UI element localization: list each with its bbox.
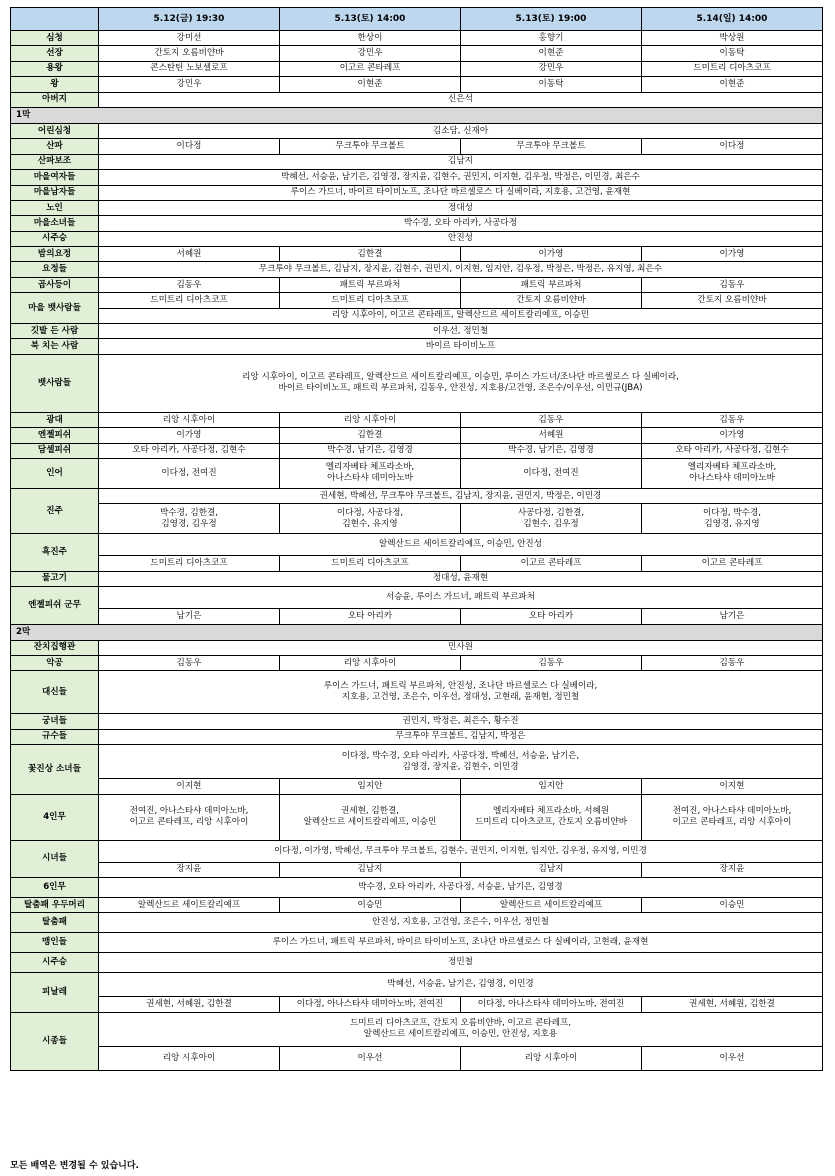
cast-cell: 이현준 (461, 46, 642, 61)
cast-cell (642, 458, 823, 488)
role-name: 어린심청 (11, 123, 99, 138)
role-row (11, 840, 823, 862)
cast-table-body (11, 8, 823, 1071)
role-row (11, 354, 823, 412)
cast-cell: 알렉산드르 세이트칼리예프 (461, 897, 642, 912)
role-row (11, 729, 823, 744)
cast-cell: 김동우 (642, 655, 823, 670)
cast-cell: 이우선 (280, 1046, 461, 1070)
role-name: 아버지 (11, 92, 99, 107)
cast-cell: 강미선 (99, 31, 280, 46)
cast-cell: 리앙 시후아이 (99, 412, 280, 427)
cast-cell: 이동탁 (461, 77, 642, 92)
cast-line: 전여진, 아나스타샤 데미아노바, (672, 806, 792, 816)
cast-cell: 오타 아리카 (461, 609, 642, 624)
role-row (11, 655, 823, 670)
role-row (11, 31, 823, 46)
role-row (11, 200, 823, 215)
role-name: 심청 (11, 31, 99, 46)
cast-cell: 임지안 (461, 779, 642, 794)
cast-cell: 김동우 (99, 655, 280, 670)
cast-line: 드미트리 디아츠코프, 간토지 오름비얀바 (474, 817, 628, 827)
role-name: 마을 뱃사람들 (11, 293, 99, 324)
cast-cell: 임지안 (280, 779, 461, 794)
role-row (11, 897, 823, 912)
cast-cell (99, 1012, 823, 1046)
role-name: 피날레 (11, 973, 99, 1012)
cast-cell: 박혜선, 서승윤, 남기은, 김영경, 이민경 (99, 973, 823, 997)
role-name: 밤의요정 (11, 247, 99, 262)
role-name: 산파 (11, 139, 99, 154)
cast-cell: 김남지 (461, 862, 642, 877)
cast-cell (99, 354, 823, 412)
cast-cell: 이동탁 (642, 46, 823, 61)
cast-line: 알렉산드르 세이트칼리예프, 이승민 (303, 817, 437, 827)
cast-cell: 장지윤 (99, 862, 280, 877)
cast-cell: 민사원 (99, 640, 823, 655)
cast-line: 엘리자베타 체프라소바, (687, 462, 777, 473)
cast-cell: 오타 아리카, 사공다정, 김현수 (642, 443, 823, 458)
cast-cell: 리앙 시후아이 (280, 655, 461, 670)
cast-cell: 한상이 (280, 31, 461, 46)
role-row (11, 262, 823, 277)
role-name: 탈춤패 우두머리 (11, 897, 99, 912)
role-row (11, 324, 823, 339)
cast-cell: 리앙 시후아이 (280, 412, 461, 427)
cast-cell: 김한결 (280, 247, 461, 262)
cast-cell: 이지현 (642, 779, 823, 794)
cast-cell (280, 794, 461, 840)
role-row (11, 933, 823, 953)
cast-line: 김영경, 장지윤, 김현수, 이민경 (402, 761, 519, 772)
role-name: 마을소녀들 (11, 216, 99, 231)
role-name: 요정들 (11, 262, 99, 277)
role-row (11, 412, 823, 427)
cast-line: 이다정, 사공다정, (336, 507, 404, 518)
role-name: 진주 (11, 488, 99, 533)
cast-line: 김현수, 김우정 (523, 518, 579, 529)
role-name: 맹인들 (11, 933, 99, 953)
cast-cell: 리앙 시후아이 (461, 1046, 642, 1070)
role-row (11, 609, 823, 624)
role-name: 곱사등이 (11, 277, 99, 292)
cast-cell (99, 745, 823, 779)
cast-cell: 이고르 콘타레프 (280, 61, 461, 76)
role-row (11, 170, 823, 185)
footer-note: 모든 배역은 변경될 수 있습니다. (10, 1161, 139, 1171)
cast-cell: 김남지 (280, 862, 461, 877)
role-name: 악공 (11, 655, 99, 670)
cast-line: 알렉산드르 세이트칼리예프, 이승민, 안진성, 지호용 (363, 1029, 558, 1040)
cast-cell: 김동우 (642, 277, 823, 292)
role-row (11, 714, 823, 729)
cast-line: 김영경, 유지영 (704, 518, 760, 529)
role-row (11, 61, 823, 76)
role-row (11, 428, 823, 443)
cast-cell: 서승윤, 루이스 가드너, 패트릭 부르파처 (99, 587, 823, 609)
cast-cell: 리앙 시후아이 (99, 1046, 280, 1070)
role-name: 북 치는 사람 (11, 339, 99, 354)
cast-cell: 서혜원 (99, 247, 280, 262)
cast-line: 박수경, 김한결, (159, 507, 218, 518)
cast-line: 사공다정, 김한결, (517, 507, 585, 518)
role-name: 4인무 (11, 794, 99, 840)
role-row (11, 139, 823, 154)
cast-cell: 권세현, 박혜선, 무크투야 무크볼트, 김남지, 장지윤, 권민지, 박정은, 이민경 (99, 488, 823, 503)
cast-cell (642, 504, 823, 534)
role-row (11, 185, 823, 200)
cast-cell: 김동우 (99, 277, 280, 292)
cast-line: 이다정, 박수경, (702, 507, 761, 518)
role-row (11, 745, 823, 779)
role-row (11, 973, 823, 997)
role-name: 시주승 (11, 231, 99, 246)
act-title: 2막 (11, 624, 823, 640)
cast-line: 김현수, 유지영 (342, 518, 398, 529)
cast-cell: 이다정, 전여진 (461, 458, 642, 488)
cast-cell: 김동우 (461, 655, 642, 670)
cast-cell: 알렉산드르 세이트칼리예프 (99, 897, 280, 912)
role-row (11, 779, 823, 794)
cast-cell: 오타 아리카, 사공다정, 김현수 (99, 443, 280, 458)
cast-table (10, 7, 823, 1071)
role-row (11, 293, 823, 308)
role-name: 규수들 (11, 729, 99, 744)
cast-line: 이고르 콘타레프, 리앙 시후아이 (129, 817, 249, 827)
cast-cell: 이가영 (99, 428, 280, 443)
role-name: 6인무 (11, 877, 99, 897)
role-name: 마을남자들 (11, 185, 99, 200)
cast-cell: 권민지, 박정은, 최은수, 황수진 (99, 714, 823, 729)
cast-cell: 간토지 오름비얀바 (99, 46, 280, 61)
cast-cell: 드미트리 디아츠코프 (99, 293, 280, 308)
cast-cell: 박혜선, 서승윤, 남기은, 김영경, 장지윤, 김현수, 권민지, 이지현, 김우정, 박정은, 이민경, 최은수 (99, 170, 823, 185)
cast-cell: 이가영 (642, 428, 823, 443)
role-name: 탈춤패 (11, 913, 99, 933)
role-name: 엔젤피쉬 (11, 428, 99, 443)
role-name: 왕 (11, 77, 99, 92)
cast-cell (99, 671, 823, 714)
role-row (11, 277, 823, 292)
cast-line: 아나스타샤 데미아노바 (689, 473, 775, 484)
role-name: 물고기 (11, 571, 99, 586)
role-name: 흑진주 (11, 534, 99, 571)
cast-cell: 박수경, 남기은, 김영경 (461, 443, 642, 458)
cast-cell: 이고르 콘타레프 (461, 556, 642, 571)
cast-cell: 박수경, 오타 아리카, 사공다정, 서승윤, 남기은, 김영경 (99, 877, 823, 897)
act-header-row (11, 624, 823, 640)
role-row (11, 997, 823, 1012)
cast-cell: 바이르 타이비노프 (99, 339, 823, 354)
cast-cell: 패트릭 부르파처 (461, 277, 642, 292)
cast-cell: 이승민 (642, 897, 823, 912)
cast-cell: 김소담, 신재아 (99, 123, 823, 138)
cast-cell: 패트릭 부르파처 (280, 277, 461, 292)
role-row (11, 216, 823, 231)
cast-cell: 홍향기 (461, 31, 642, 46)
cast-cell: 김동우 (461, 412, 642, 427)
cast-cell: 이우선, 정민철 (99, 324, 823, 339)
cast-cell: 이우선 (642, 1046, 823, 1070)
cast-cell: 정대성, 윤재현 (99, 571, 823, 586)
role-row (11, 862, 823, 877)
date-header: 5.13(토) 19:00 (461, 8, 642, 31)
cast-cell: 이현준 (280, 77, 461, 92)
cast-line: 이고르 콘타레프, 리앙 시후아이 (672, 817, 792, 827)
cast-cell: 드미트리 디아츠코프 (280, 293, 461, 308)
role-row (11, 794, 823, 840)
role-row (11, 534, 823, 556)
cast-line: 권세현, 김한결, (340, 806, 399, 816)
role-name: 마을여자들 (11, 170, 99, 185)
cast-cell: 서혜원 (461, 428, 642, 443)
role-name: 궁녀들 (11, 714, 99, 729)
role-name: 시종들 (11, 1012, 99, 1070)
cast-cell (642, 794, 823, 840)
cast-cell: 이다정, 아나스타샤 데미아노바, 전여진 (461, 997, 642, 1012)
role-row (11, 77, 823, 92)
role-row (11, 488, 823, 503)
cast-cell: 강민우 (280, 46, 461, 61)
cast-cell: 김한결 (280, 428, 461, 443)
role-name: 담셀피쉬 (11, 443, 99, 458)
cast-line: 아나스타샤 데미아노바 (327, 473, 413, 484)
cast-cell: 강민우 (99, 77, 280, 92)
cast-cell: 무크투야 무크볼트 (280, 139, 461, 154)
cast-cell: 리앙 시후아이, 이고르 콘타레프, 알렉산드르 세이트칼리예프, 이승민 (99, 308, 823, 323)
cast-cell (99, 794, 280, 840)
cast-cell: 박상원 (642, 31, 823, 46)
cast-cell: 이현준 (642, 77, 823, 92)
cast-cell: 무크투야 무크볼트 (461, 139, 642, 154)
cast-cell: 드미트리 디아츠코프 (642, 61, 823, 76)
role-row (11, 913, 823, 933)
cast-cell: 이가영 (461, 247, 642, 262)
header-corner (11, 8, 99, 31)
role-name: 잔치집행관 (11, 640, 99, 655)
cast-cell (99, 504, 280, 534)
role-name: 대신들 (11, 671, 99, 714)
role-row (11, 504, 823, 534)
date-header: 5.14(일) 14:00 (642, 8, 823, 31)
role-row (11, 671, 823, 714)
cast-cell: 드미트리 디아츠코프 (99, 556, 280, 571)
date-header-row (11, 8, 823, 31)
cast-cell: 정대성 (99, 200, 823, 215)
role-name: 선장 (11, 46, 99, 61)
role-row (11, 556, 823, 571)
role-row (11, 154, 823, 169)
role-row (11, 571, 823, 586)
role-name: 꽃진상 소녀들 (11, 745, 99, 794)
date-header: 5.13(토) 14:00 (280, 8, 461, 31)
act-title: 1막 (11, 107, 823, 123)
cast-cell: 박수경, 남기은, 김영경 (280, 443, 461, 458)
cast-cell: 남기은 (642, 609, 823, 624)
cast-cell: 오타 아리카 (280, 609, 461, 624)
cast-cell: 정민철 (99, 953, 823, 973)
act-header-row (11, 107, 823, 123)
cast-cell: 이다정, 아나스타샤 데미아노바, 전여진 (280, 997, 461, 1012)
cast-cell: 남기은 (99, 609, 280, 624)
cast-line: 바이르 타이비노프, 패트릭 부르파처, 김동우, 안진성, 지호용/고건영, 조은수/이우선, 이민규(JBA) (278, 383, 643, 394)
cast-cell: 장지윤 (642, 862, 823, 877)
cast-cell: 루이스 가드너, 패트릭 부르파처, 바이르 타이비노프, 조나단 바르셀로스 다 실베이라, 고현래, 윤재현 (99, 933, 823, 953)
role-name: 인어 (11, 458, 99, 488)
role-name: 뱃사람들 (11, 354, 99, 412)
role-name: 용왕 (11, 61, 99, 76)
cast-line: 김영경, 김우정 (161, 518, 217, 529)
cast-cell: 권세현, 서혜원, 김한결 (642, 997, 823, 1012)
cast-cell: 강민우 (461, 61, 642, 76)
cast-line: 엘리자베타 체프라소바, 서혜원 (492, 806, 610, 816)
cast-cell: 루이스 가드너, 바이르 타이비노프, 조나단 바르셀로스 다 실베이라, 지호용, 고건영, 윤재현 (99, 185, 823, 200)
cast-line: 이다정, 박수경, 오타 아리카, 사공다정, 박혜선, 서승윤, 남기은, (341, 750, 580, 761)
role-name: 노인 (11, 200, 99, 215)
role-row (11, 308, 823, 323)
role-row (11, 247, 823, 262)
role-row (11, 640, 823, 655)
role-row (11, 458, 823, 488)
role-row (11, 123, 823, 138)
date-header: 5.12(금) 19:30 (99, 8, 280, 31)
cast-line: 드미트리 디아츠코프, 간토지 오름비얀바, 이고르 콘타레프, (349, 1018, 572, 1029)
role-row (11, 1046, 823, 1070)
cast-line: 루이스 가드너, 패트릭 부르파처, 안진성, 조나단 바르셀로스 다 실베이라, (323, 681, 598, 692)
role-name: 시녀들 (11, 840, 99, 877)
cast-cell: 이다정 (99, 139, 280, 154)
role-name: 깃발 든 사람 (11, 324, 99, 339)
role-row (11, 953, 823, 973)
cast-cell: 콘스탄틴 노보셀로프 (99, 61, 280, 76)
cast-cell (280, 458, 461, 488)
cast-line: 지호용, 고건영, 조은수, 이우선, 정대성, 고현래, 윤재현, 정민철 (341, 692, 580, 703)
cast-cell: 무크투야 무크볼트, 김남지, 박정은 (99, 729, 823, 744)
cast-cell: 간토지 오름비얀바 (461, 293, 642, 308)
cast-line: 리앙 시후아이, 이고르 콘타레프, 알렉산드르 세이트칼리예프, 이승민, 루이스 가드너/조나단 바르셀로스 다 실베이라, (242, 372, 679, 383)
cast-cell: 신은석 (99, 92, 823, 107)
role-row (11, 443, 823, 458)
cast-cell: 이고르 콘타레프 (642, 556, 823, 571)
cast-cell (280, 504, 461, 534)
cast-cell: 무크투야 무크볼트, 김남지, 장지윤, 김현수, 권민지, 이지현, 임지안, 김우정, 박정은, 박정은, 유지영, 최은수 (99, 262, 823, 277)
role-name: 산파보조 (11, 154, 99, 169)
role-name: 시주승 (11, 953, 99, 973)
cast-cell (461, 794, 642, 840)
role-name: 광대 (11, 412, 99, 427)
cast-cell: 이다정, 이가영, 박혜선, 무크투야 무크볼트, 김현수, 권민지, 이지현, 임지안, 김우정, 유지영, 이민경 (99, 840, 823, 862)
role-row (11, 1012, 823, 1046)
cast-cell (461, 504, 642, 534)
role-name: 엔젤피쉬 군무 (11, 587, 99, 624)
cast-cell: 김동우 (642, 412, 823, 427)
role-row (11, 231, 823, 246)
cast-cell: 드미트리 디아츠코프 (280, 556, 461, 571)
cast-line: 엘리자베타 체프라소바, (325, 462, 415, 473)
role-row (11, 339, 823, 354)
cast-cell: 박수경, 오타 아리카, 사공다정 (99, 216, 823, 231)
cast-cell: 김남지 (99, 154, 823, 169)
cast-cell: 간토지 오름비얀바 (642, 293, 823, 308)
role-row (11, 46, 823, 61)
cast-cell: 이다정 (642, 139, 823, 154)
role-row (11, 587, 823, 609)
cast-line: 전여진, 아나스타샤 데미아노바, (129, 806, 249, 816)
cast-cell: 알렉산드르 세이트칼리예프, 이승민, 안진성 (99, 534, 823, 556)
cast-cell: 안진성 (99, 231, 823, 246)
cast-cell: 안진성, 지호용, 고건영, 조은수, 이우선, 정민철 (99, 913, 823, 933)
cast-cell: 권세현, 서혜원, 김한결 (99, 997, 280, 1012)
role-row (11, 877, 823, 897)
cast-cell: 이다정, 전여진 (99, 458, 280, 488)
cast-cell: 이지현 (99, 779, 280, 794)
cast-cell: 이가영 (642, 247, 823, 262)
cast-cell: 이승민 (280, 897, 461, 912)
role-row (11, 92, 823, 107)
